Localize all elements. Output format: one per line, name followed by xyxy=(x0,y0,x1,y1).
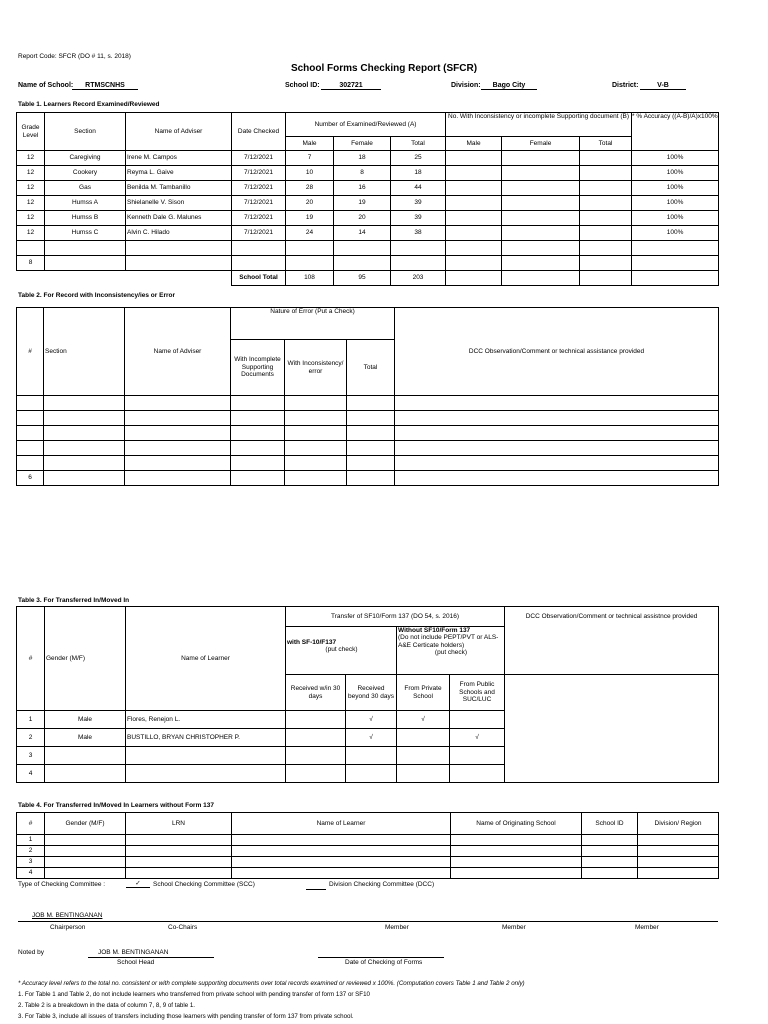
cell-b-male xyxy=(446,196,502,211)
t4-num: 1 xyxy=(17,835,45,846)
table-row xyxy=(17,226,719,241)
table-row xyxy=(17,456,719,471)
sum-female: 95 xyxy=(334,271,391,286)
school-id: 302721 xyxy=(321,82,381,90)
cell-female: 20 xyxy=(334,211,391,226)
t3-h-without-put: (put check) xyxy=(434,649,468,657)
cell-b-male xyxy=(446,226,502,241)
table4 xyxy=(16,812,719,879)
table2 xyxy=(16,307,719,486)
cell-female: 18 xyxy=(334,151,391,166)
t3-h-gender: Gender (M/F) xyxy=(45,607,126,711)
date-line xyxy=(318,957,444,958)
cell-b-total xyxy=(580,196,632,211)
table-row xyxy=(17,181,719,196)
cochairs-label: Co-Chairs xyxy=(168,924,198,931)
h-grade: Grade Level xyxy=(17,113,45,151)
t3-h-without-note: (Do not include PEPT/PVT or ALS-A&E Certicate holders) xyxy=(398,634,499,649)
cell-total: 25 xyxy=(391,151,446,166)
t3-gender: Male xyxy=(45,729,126,747)
dcc-label: Division Checking Committee (DCC) xyxy=(329,881,435,888)
t3-h-with-label: with SF-10/F137 xyxy=(287,639,337,646)
cell-b-total xyxy=(580,226,632,241)
h-total: Total xyxy=(391,137,446,151)
cell-female: 8 xyxy=(334,166,391,181)
t4-h-division: Division/ Region xyxy=(638,813,719,835)
table-row xyxy=(17,241,719,256)
school-id-label: School ID: xyxy=(285,82,320,89)
cell-total: 39 xyxy=(391,211,446,226)
table-row xyxy=(17,729,719,747)
cell-grade: 12 xyxy=(17,211,45,226)
school-name: RTMSCNHS xyxy=(72,82,138,90)
scc-label: School Checking Committee (SCC) xyxy=(153,881,255,888)
t4-h-schoolid: School ID xyxy=(582,813,638,835)
cell-adviser: Kenneth Dale G. Malunes xyxy=(126,211,232,226)
report-code: Report Code: SFCR (DO # 11, s. 2018) xyxy=(18,53,131,60)
t3-h-without xyxy=(397,627,505,675)
cell-total: 39 xyxy=(391,196,446,211)
footnotes xyxy=(18,978,758,1022)
h-examined: Number of Examined/Reviewed (A) xyxy=(286,113,446,137)
table-row xyxy=(17,835,719,846)
t3-priv xyxy=(397,729,450,747)
table1-title: Table 1. Learners Record Examined/Reviewed xyxy=(18,101,160,108)
school-head-label: School Head xyxy=(117,959,155,966)
cell-accuracy: 100% xyxy=(632,226,719,241)
t4-num: 4 xyxy=(17,868,45,879)
cell-total: 18 xyxy=(391,166,446,181)
cell-b-male xyxy=(446,166,502,181)
cell-male: 7 xyxy=(286,151,334,166)
cell-adviser: Benilda M. Tambanillo xyxy=(126,181,232,196)
cell-male: 28 xyxy=(286,181,334,196)
noted-by-label: Noted by xyxy=(18,949,45,956)
table-row xyxy=(17,471,719,486)
scc-checkbox[interactable]: ✓ xyxy=(126,879,150,888)
cell-date: 7/12/2021 xyxy=(232,151,286,166)
cell-b-female xyxy=(502,166,580,181)
h-section: Section xyxy=(45,113,126,151)
cell-date: 7/12/2021 xyxy=(232,226,286,241)
t2-cell-num: 6 xyxy=(17,471,44,486)
table-row xyxy=(17,196,719,211)
member-label-3: Member xyxy=(635,924,659,931)
t3-h-num: # xyxy=(17,607,45,711)
h-inconsistency: No. With Inconsistency or incomplete Supporting document (B) xyxy=(446,113,632,137)
t2-h-incomplete: With Incomplete Supporting Documents xyxy=(231,340,285,396)
t3-name xyxy=(126,765,286,783)
cell-b-total xyxy=(580,181,632,196)
h-total-b: Total xyxy=(580,137,632,151)
cell-male: 24 xyxy=(286,226,334,241)
cell-grade: 12 xyxy=(17,181,45,196)
cell-b-female xyxy=(502,181,580,196)
footnote: 2. Table 2 is a breakdown in the data of column 7, 8, 9 of table 1. xyxy=(18,1002,196,1009)
table-row xyxy=(17,711,719,729)
cell-accuracy: 100% xyxy=(632,181,719,196)
t4-h-origin: Name of Originating School xyxy=(451,813,582,835)
cell-b-total xyxy=(580,211,632,226)
h-male-b: Male xyxy=(446,137,502,151)
h-date: Date Checked xyxy=(232,113,286,151)
district-label: District: xyxy=(612,82,639,89)
head-signature-line xyxy=(88,957,214,958)
t3-h-without-label: Without SF10/Form 137 xyxy=(398,627,471,634)
t3-b30: √ xyxy=(346,711,397,729)
cell-female: 14 xyxy=(334,226,391,241)
cell-section: Gas xyxy=(45,181,126,196)
cell-male: 19 xyxy=(286,211,334,226)
footnote: * Accuracy level refers to the total no. consistent or with complete supporting documents over total records examined or reviewed x 100%. (Computation covers Table 1 and Table 2 only) xyxy=(18,980,525,987)
cell-b-male xyxy=(446,151,502,166)
table-row xyxy=(17,166,719,181)
member-label-2: Member xyxy=(502,924,526,931)
t2-h-inconsistency: With Inconsistency/ error xyxy=(285,340,347,396)
t3-pub xyxy=(450,711,505,729)
cell-date: 7/12/2021 xyxy=(232,166,286,181)
h-female-b: Female xyxy=(502,137,580,151)
t4-num: 3 xyxy=(17,857,45,868)
t2-h-dcc: DCC Observation/Comment or technical assistance provided xyxy=(395,308,719,396)
total-row xyxy=(17,271,719,286)
cell-b-female xyxy=(502,151,580,166)
school-head-name: JOB M. BENTINGANAN xyxy=(98,949,169,956)
cell-total: 38 xyxy=(391,226,446,241)
school-total-label: School Total xyxy=(232,271,286,286)
cell-section: Humss C xyxy=(45,226,126,241)
cell-b-female xyxy=(502,211,580,226)
page-title: School Forms Checking Report (SFCR) xyxy=(290,63,478,74)
table-row xyxy=(17,151,719,166)
table-row xyxy=(17,426,719,441)
cell-male: 20 xyxy=(286,196,334,211)
signature-line xyxy=(18,921,718,922)
h-adviser: Name of Adviser xyxy=(126,113,232,151)
sum-total: 203 xyxy=(391,271,446,286)
t3-w30 xyxy=(286,711,346,729)
member-label-1: Member xyxy=(385,924,409,931)
school-name-label: Name of School: xyxy=(18,82,74,89)
t3-w30 xyxy=(286,729,346,747)
cell-b-male xyxy=(446,181,502,196)
table-row xyxy=(17,846,719,857)
cell-adviser: Irene M. Campos xyxy=(126,151,232,166)
t2-h-num: # xyxy=(17,308,44,396)
cell-date: 7/12/2021 xyxy=(232,181,286,196)
cell-grade: 12 xyxy=(17,226,45,241)
cell-section: Humss A xyxy=(45,196,126,211)
t4-h-lrn: LRN xyxy=(126,813,232,835)
t3-priv: √ xyxy=(397,711,450,729)
cell-accuracy: 100% xyxy=(632,211,719,226)
t3-h-private: From Private School xyxy=(397,675,450,711)
t3-num: 3 xyxy=(17,747,45,765)
sum-male: 108 xyxy=(286,271,334,286)
h-male: Male xyxy=(286,137,334,151)
t2-h-section: Section xyxy=(44,308,125,396)
t4-h-num: # xyxy=(17,813,45,835)
table-row xyxy=(17,411,719,426)
table-row xyxy=(17,765,719,783)
cell-accuracy: 100% xyxy=(632,196,719,211)
cell-b-total xyxy=(580,166,632,181)
t3-h-learner: Name of Learner xyxy=(126,607,286,711)
t3-h-public: From Public Schools and SUC/LUC xyxy=(450,675,505,711)
cell-female: 16 xyxy=(334,181,391,196)
table-row xyxy=(17,868,719,879)
t3-gender xyxy=(45,765,126,783)
cell-grade: 8 xyxy=(17,256,45,271)
cell-total: 44 xyxy=(391,181,446,196)
table-row xyxy=(17,857,719,868)
t3-num: 1 xyxy=(17,711,45,729)
table-row xyxy=(17,256,719,271)
cell-date: 7/12/2021 xyxy=(232,211,286,226)
t2-h-nature: Nature of Error (Put a Check) xyxy=(231,308,395,340)
t3-h-transfer: Transfer of SF10/Form 137 (DO 54, s. 2016) xyxy=(286,607,505,627)
committee-label: Type of Checking Committee : xyxy=(18,881,106,888)
t3-h-with-put: (put check) xyxy=(325,646,358,654)
t2-h-total: Total xyxy=(347,340,395,396)
h-female: Female xyxy=(334,137,391,151)
t3-h-within30: Received w/in 30 days xyxy=(286,675,346,711)
cell-section: Cookery xyxy=(45,166,126,181)
cell-b-female xyxy=(502,196,580,211)
t3-h-with xyxy=(286,627,397,675)
table4-title: Table 4. For Transferred In/Moved In Learners without Form 137 xyxy=(18,802,215,809)
cell-section: Humss B xyxy=(45,211,126,226)
t3-pub: √ xyxy=(450,729,505,747)
cell-male: 10 xyxy=(286,166,334,181)
chair-name: JOB M. BENTINGANAN xyxy=(32,912,103,919)
cell-adviser: Alvin C. Hilado xyxy=(126,226,232,241)
table2-title: Table 2. For Record with Inconsistency/ies or Error xyxy=(18,292,176,299)
cell-female: 19 xyxy=(334,196,391,211)
division-label: Division: xyxy=(451,82,481,89)
t4-num: 2 xyxy=(17,846,45,857)
cell-b-total xyxy=(580,151,632,166)
dcc-checkbox[interactable] xyxy=(306,889,326,890)
cell-section: Caregiving xyxy=(45,151,126,166)
cell-adviser: Reyma L. Gaive xyxy=(126,166,232,181)
cell-adviser: Shielanelle V. Sison xyxy=(126,196,232,211)
t3-b30: √ xyxy=(346,729,397,747)
h-accuracy: * % Accuracy ((A-B)/A)x100% xyxy=(632,113,719,151)
date-label: Date of Checking of Forms xyxy=(345,959,423,966)
cell-grade: 12 xyxy=(17,166,45,181)
cell-accuracy: 100% xyxy=(632,151,719,166)
division: Bago City xyxy=(481,82,537,90)
t3-gender: Male xyxy=(45,711,126,729)
t3-name xyxy=(126,747,286,765)
t3-h-dcc: DCC Observation/Comment or technical assistnce provided xyxy=(505,607,719,675)
table1 xyxy=(16,112,719,286)
table3 xyxy=(16,606,719,783)
cell-grade: 12 xyxy=(17,196,45,211)
footnote: 1. For Table 1 and Table 2, do not include learners who transferred from private school with pending transfer of form 137 or SF10 xyxy=(18,991,370,998)
t3-num: 4 xyxy=(17,765,45,783)
table3-title: Table 3. For Transferred In/Moved In xyxy=(18,597,130,604)
table-row xyxy=(17,747,719,765)
cell-b-female xyxy=(502,226,580,241)
t3-gender xyxy=(45,747,126,765)
t2-h-adviser: Name of Adviser xyxy=(125,308,231,396)
table-row xyxy=(17,211,719,226)
cell-b-male xyxy=(446,211,502,226)
footnote: 3. For Table 3, include all issues of transfers including those learners with pending transfer of form 137 from private school. xyxy=(18,1013,354,1020)
cell-accuracy: 100% xyxy=(632,166,719,181)
cell-grade: 12 xyxy=(17,151,45,166)
t3-h-beyond30: Received beyond 30 days xyxy=(346,675,397,711)
t3-num: 2 xyxy=(17,729,45,747)
t4-h-learner: Name of Learner xyxy=(232,813,451,835)
t4-h-gender: Gender (M/F) xyxy=(45,813,126,835)
table-row xyxy=(17,441,719,456)
cell-date: 7/12/2021 xyxy=(232,196,286,211)
district: V-B xyxy=(640,82,686,90)
t3-name: Flores, Renejon L. xyxy=(126,711,286,729)
chairperson-label: Chairperson xyxy=(50,924,86,931)
table-row xyxy=(17,396,719,411)
t3-name: BUSTILLO, BRYAN CHRISTOPHER P. xyxy=(126,729,286,747)
